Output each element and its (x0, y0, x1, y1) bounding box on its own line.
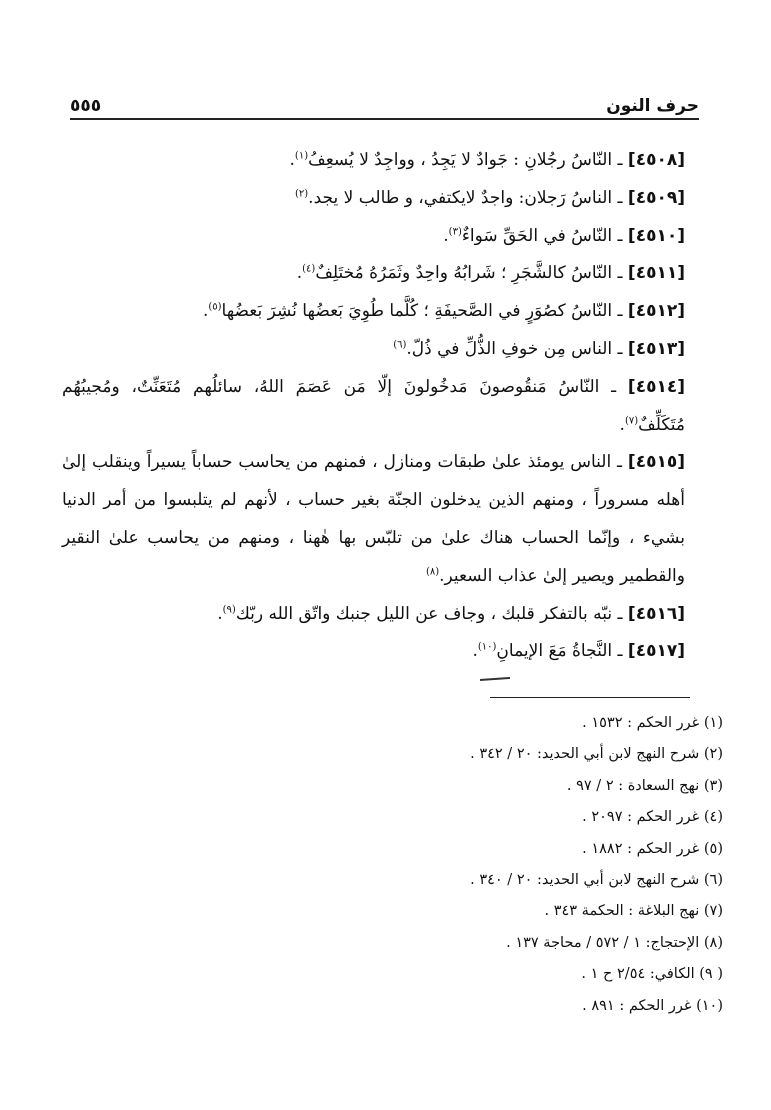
entry-4508: [٤٥٠٨] ـ النّاسُ رجُلانِ : جَوادٌ لا يَجِدُ ، وواجِدٌ لا يُسعِفُ$^{(١)}$. (289, 150, 685, 170)
footnote-ref: (٩) (222, 603, 236, 615)
footnote-5: (٥) غرر الحكم : ١٨٨٢ . (582, 840, 723, 857)
footnote-7: (٧) نهج البلاغة : الحكمة ٣٤٣ . (544, 903, 723, 920)
footnote-ref: (٧) (624, 414, 639, 426)
footnote-3: (٣) نهج السعادة : ٢ / ٩٧ . (566, 777, 723, 794)
entry-4516: [٤٥١٦] ـ نبّه بالتفكر قلبك ، وجاف عن الليل جنبك واتّق الله ربّك$^{(٩)}$. (217, 603, 685, 624)
footnote-6: (٦) شرح النهج لابن أبي الحديد: ٢٠ / ٣٤٠ . (470, 872, 723, 889)
page-header (70, 88, 699, 116)
footnote-2: (٢) شرح النهج لابن أبي الحديد: ٢٠ / ٣٤٢ . (470, 746, 723, 763)
footnote-1: (١) غرر الحكم : ١٥٣٢ . (582, 715, 723, 731)
footnote-ref: (٤) (302, 263, 316, 275)
entry-4515: [٤٥١٥] ـ الناس يومئذ علىٰ طبقات ومنازل ، فمنهم من يحاسب حساباً يسيراً وينقلب إلىٰ أهله مسروراً ، ومنهم الذين يدخلون الجنّة بغير حساب ، لأنهم لم يتلبسوا من أمر الدنيا بشيء ، وإنّما الحساب هناك علىٰ من تلبّس بها هٰهنا ، ومنهم من يحاسب علىٰ النقير والقطمير ويصير إلىٰ عذاب السعير.$^{(٨)}$ (62, 452, 685, 586)
footnote-rule (490, 697, 690, 698)
entry-4513: [٤٥١٣] ـ الناس مِن خوفِ الذُّلِّ في ذُلّ.$^{(٦)}$ (393, 338, 685, 359)
footnote-ref: (٦) (393, 339, 407, 351)
footnote-ref: (١٠) (477, 641, 497, 653)
entry-4517: [٤٥١٧] ـ النَّجاةُ مَعَ الإيمانِ$^{(١٠)}$. (472, 641, 685, 662)
footnote-10: (١٠) غرر الحكم : ٨٩١ . (582, 997, 723, 1014)
header-rule (70, 118, 699, 120)
footnote-ref: (١) (294, 150, 309, 162)
footnote-ref: (٨) (425, 566, 440, 578)
page-number: ٥٥٥ (70, 96, 102, 116)
footnote-8: (٨) الإحتجاج: ١ / ٥٧٢ / محاجة ١٣٧ . (506, 934, 723, 951)
footnote-ref: (٢) (294, 188, 309, 200)
entry-4509: [٤٥٠٩] ـ الناسُ رَجلان: واجدٌ لايكتفي، و طالب لا يجد.$^{(٢)}$ (294, 187, 685, 208)
entry-4511: [٤٥١١] ـ النّاسُ كالشَّجَرِ ؛ شَرابُهُ واحِدٌ وثَمَرُهُ مُختَلِفٌ$^{(٤)}$. (296, 263, 685, 284)
ink-mark (480, 677, 510, 681)
footnote-9: ( ٩) الكافي: ٢/٥٤ ح ١ . (581, 966, 723, 983)
footnotes-list (60, 708, 723, 1022)
entry-4510: [٤٥١٠] ـ النّاسُ في الحَقِّ سَواءٌ$^{(٣)}$. (443, 225, 685, 246)
chapter-title: حرف النون (606, 96, 699, 116)
entry-4514: [٤٥١٤] ـ النّاسُ مَنقُوصونَ مَدخُولونَ إلّا مَن عَصَمَ اللهُ، سائلُهم مُتَعَنِّتٌ، ومُجيبُهُم مُتَكَلِّفٌ$^{(٧)}$. (62, 376, 685, 435)
entry-4512: [٤٥١٢] ـ النّاسُ كصُوَرٍ في الصَّحيفَةِ ؛ كُلَّما طُوِيَ بَعضُها نُشِرَ بَعضُها$^{(٥)}$. (202, 301, 685, 322)
entries-list (62, 142, 685, 671)
footnote-4: (٤) غرر الحكم : ٢٠٩٧ . (582, 809, 723, 826)
footnote-ref: (٥) (208, 301, 222, 313)
footnote-ref: (٣) (448, 225, 462, 237)
